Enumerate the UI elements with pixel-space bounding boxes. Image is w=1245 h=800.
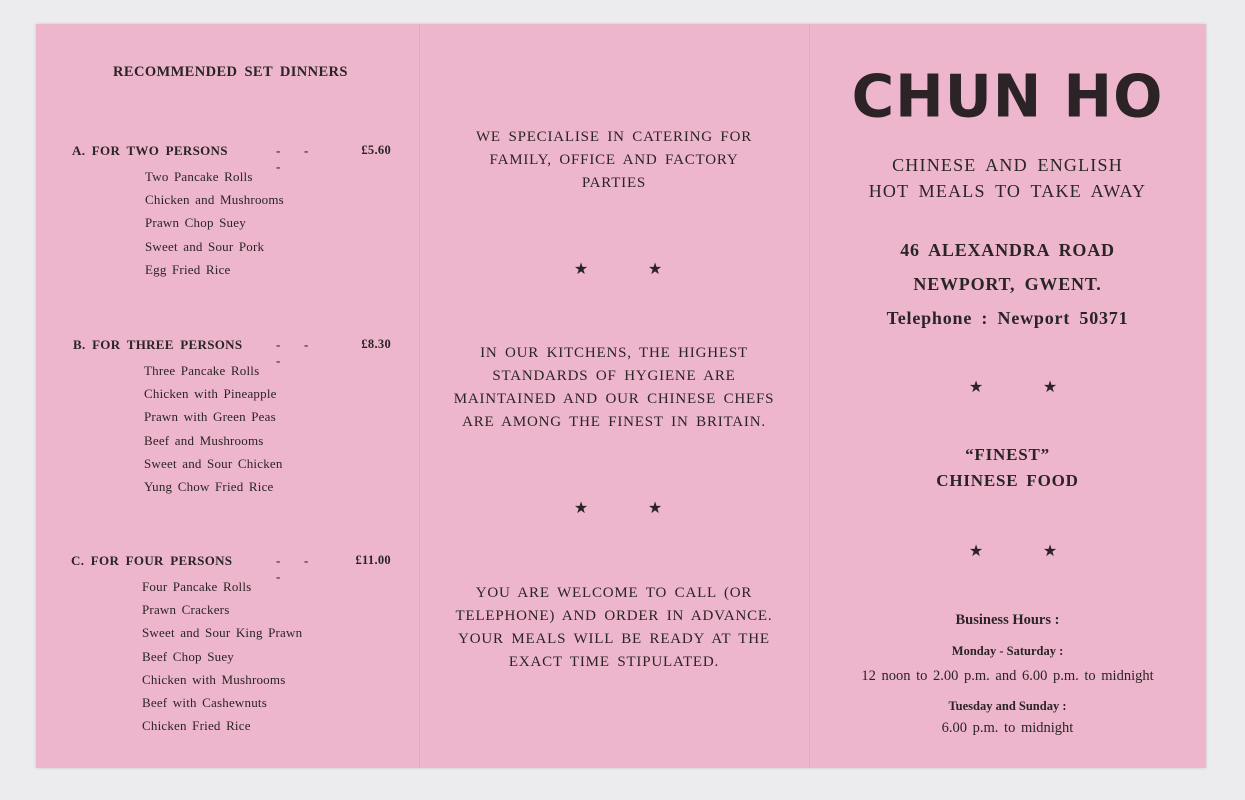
star-icon: ★ bbox=[573, 500, 589, 517]
dot-leader: - -- bbox=[276, 553, 309, 584]
catering-paragraph: WE SPECIALISE IN CATERING FOR FAMILY, OFFICE AND FACTORY PARTIES bbox=[475, 129, 753, 191]
dish-list bbox=[144, 359, 419, 498]
dish-item: Prawn Chop Suey bbox=[145, 215, 246, 231]
set-label: A. FOR TWO PERSONS bbox=[72, 143, 228, 158]
dish-item: Chicken with Mushrooms bbox=[142, 671, 286, 687]
dish-item: Sweet and Sour King Prawn bbox=[142, 625, 303, 641]
dish-item: Two Pancake Rolls bbox=[145, 169, 253, 184]
dish-list bbox=[145, 165, 419, 281]
set-dinners-title: RECOMMENDED SET DINNERS bbox=[113, 64, 348, 80]
set-dinner-c bbox=[36, 553, 419, 737]
dish-item: Beef with Cashewnuts bbox=[142, 694, 267, 710]
street-address: 46 ALEXANDRA ROAD bbox=[900, 240, 1115, 260]
address-block bbox=[809, 233, 1206, 335]
star-icon: ★ bbox=[573, 261, 589, 278]
dish-list bbox=[142, 575, 419, 737]
dish-item: Four Pancake Rolls bbox=[142, 579, 252, 594]
set-price: £5.60 bbox=[361, 143, 391, 157]
weekday-label: Monday - Saturday : bbox=[951, 644, 1064, 658]
dish-item: Egg Fried Rice bbox=[145, 261, 231, 277]
dish-item: Chicken and Mushrooms bbox=[145, 192, 284, 208]
menu-leaflet bbox=[36, 24, 1206, 768]
star-divider bbox=[939, 541, 1087, 561]
star-divider bbox=[544, 259, 692, 279]
star-icon: ★ bbox=[1042, 379, 1058, 396]
finest-food-slogan: “FINEST” CHINESE FOOD bbox=[936, 445, 1079, 490]
weekday-hours: 12 noon to 2.00 p.m. and 6.00 p.m. to midnight bbox=[861, 668, 1154, 684]
star-icon: ★ bbox=[968, 543, 984, 560]
set-price: £8.30 bbox=[361, 337, 391, 351]
set-price: £11.00 bbox=[355, 553, 391, 567]
star-divider bbox=[939, 377, 1087, 397]
set-label: C. FOR FOUR PERSONS bbox=[71, 553, 233, 568]
dot-leader: - -- bbox=[276, 143, 309, 174]
dish-item: Chicken Fried Rice bbox=[142, 718, 251, 734]
set-label: B. FOR THREE PERSONS bbox=[73, 337, 243, 352]
star-divider bbox=[544, 498, 692, 518]
telephone: Telephone : Newport 50371 bbox=[886, 308, 1129, 328]
dish-item: Beef and Mushrooms bbox=[144, 432, 264, 448]
advance-order-paragraph: YOU ARE WELCOME TO CALL (OR TELEPHONE) AND ORDER IN ADVANCE. YOUR MEALS WILL BE READY AT THE EXACT TIME STIPULATED. bbox=[455, 585, 773, 670]
set-dinner-a bbox=[36, 143, 419, 281]
weekend-hours: 6.00 p.m. to midnight bbox=[941, 720, 1074, 736]
dish-item: Prawn Crackers bbox=[142, 602, 230, 618]
dish-item: Beef Chop Suey bbox=[142, 648, 235, 664]
tagline: CHINESE AND ENGLISH HOT MEALS TO TAKE AWAY bbox=[868, 155, 1147, 201]
dish-item: Yung Chow Fried Rice bbox=[144, 478, 274, 494]
star-icon: ★ bbox=[647, 261, 663, 278]
star-icon: ★ bbox=[1042, 543, 1058, 560]
dish-item: Sweet and Sour Pork bbox=[145, 238, 265, 254]
dish-item: Sweet and Sour Chicken bbox=[144, 455, 283, 471]
hygiene-paragraph: IN OUR KITCHENS, THE HIGHEST STANDARDS OF HYGIENE ARE MAINTAINED AND OUR CHINESE CHEFS ARE AMONG THE FINEST IN BRITAIN. bbox=[453, 345, 775, 430]
dot-leader: - -- bbox=[276, 337, 309, 368]
dish-item: Three Pancake Rolls bbox=[144, 363, 260, 378]
dish-item: Chicken with Pineapple bbox=[144, 386, 277, 402]
business-hours-title: Business Hours : bbox=[955, 612, 1060, 628]
town: NEWPORT, GWENT. bbox=[913, 274, 1102, 294]
set-dinner-b bbox=[36, 337, 419, 498]
dish-item: Prawn with Green Peas bbox=[144, 409, 276, 425]
star-icon: ★ bbox=[647, 500, 663, 517]
weekend-label: Tuesday and Sunday : bbox=[948, 699, 1067, 713]
star-icon: ★ bbox=[968, 379, 984, 396]
restaurant-name: CHUN HO bbox=[851, 61, 1164, 131]
